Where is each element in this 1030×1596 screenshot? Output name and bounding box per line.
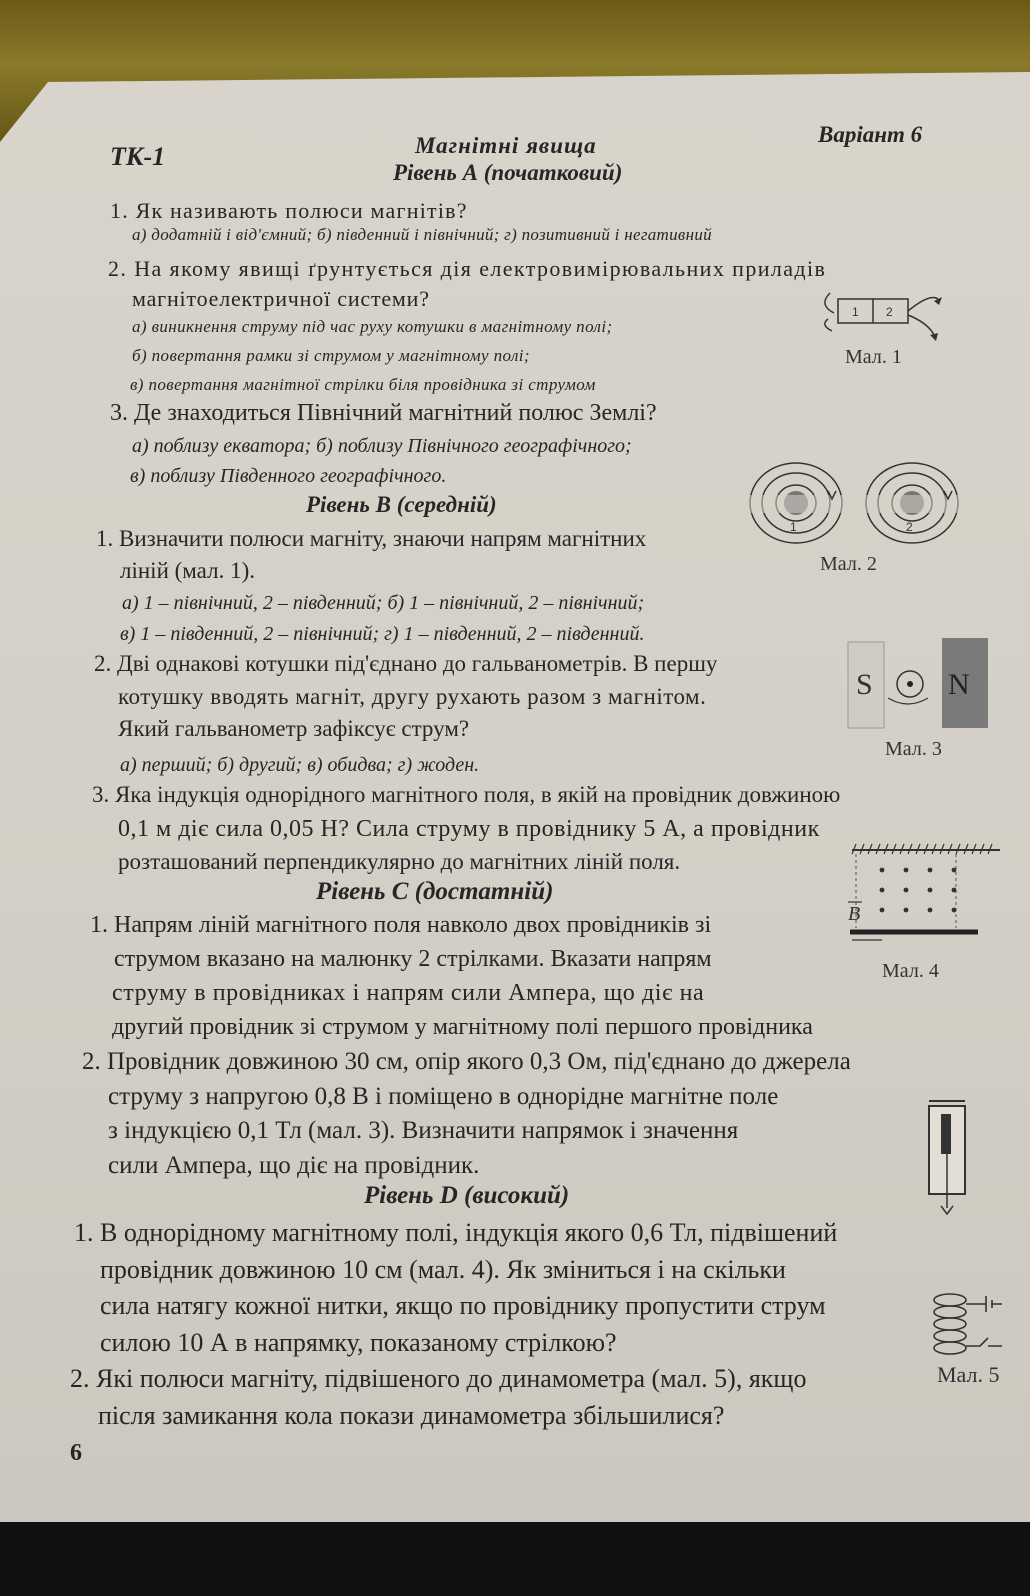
figure-3-label: Мал. 3 [885,738,942,760]
level-c-q2-line3: з індукцією 0,1 Тл (мал. 3). Визначити напрямок і значення [108,1117,739,1144]
level-a-q2-line2: магнітоелектричної системи? [132,286,430,311]
figure-2-mark-1: 1 [790,520,797,534]
level-b-q1-line1: 1. Визначити полюси магніту, знаючи напрям магнітних [96,526,647,551]
level-c-q2-line4: сили Ампера, що діє на провідник. [108,1152,480,1179]
figure-5-dynamometer [925,1098,975,1218]
level-b-q2-options: а) перший; б) другий; в) обидва; г) жоден. [120,754,480,776]
figure-4-hanging-conductor-diagram [848,840,1002,960]
figure-2-conductors-diagram [740,455,980,550]
level-b-title: Рівень В (середній) [306,492,497,517]
figure-1-magnet-diagram [808,285,958,345]
level-b-q1-options-cd: в) 1 – південний, 2 – північний; г) 1 – південний, 2 – південний. [120,623,645,645]
level-b-q2-line3: Який гальванометр зафіксує струм? [118,716,470,741]
level-c-q1-line1: 1. Напрям ліній магнітного поля навколо двох провідників зі [90,912,712,938]
level-d-q1-line2: провідник довжиною 10 см (мал. 4). Як зміниться і на скільки [100,1255,786,1284]
level-a-q3-option-c: в) поблизу Південного географічного. [130,465,447,487]
level-b-q2-line1: 2. Дві однакові котушки під'єднано до гальванометрів. В першу [94,651,718,676]
figure-4-field-symbol: B [848,903,861,925]
level-a-title: Рівень А (початковий) [393,160,623,185]
level-d-q2-line1: 2. Які полюси магніту, підвішеного до динамометра (мал. 5), якщо [70,1364,807,1393]
level-d-title: Рівень D (високий) [364,1182,570,1209]
figure-5-label: Мал. 5 [937,1362,1000,1387]
level-c-q2-line2: струму з напругою 0,8 В і поміщено в однорідне магнітне поле [108,1083,779,1110]
level-c-q1-line4: другий провідник зі струмом у магнітному полі першого провідника [112,1014,813,1040]
level-b-q1-options-ab: а) 1 – північний, 2 – південний; б) 1 – північний, 2 – північний; [122,592,645,614]
level-b-q3-line1: 3. Яка індукція однорідного магнітного поля, в якій на провідник довжиною [92,782,841,807]
level-b-q3-line2: 0,1 м діє сила 0,05 Н? Сила струму в провіднику 5 А, а провідник [118,816,820,842]
page-number: 6 [70,1440,82,1466]
level-c-q1-line3: струму в провідниках і напрям сили Ампера, що діє на [112,980,705,1006]
figure-1-mark-2: 2 [886,305,893,319]
figure-3-magnet-poles-diagram [848,638,988,738]
variant-label: Варіант 6 [818,122,923,147]
level-c-q1-line2: струмом вказано на малюнку 2 стрілками. Вказати напрям [114,946,712,972]
level-a-q1: 1. Як називають полюси магнітів? [110,198,468,223]
figure-2-label: Мал. 2 [820,553,877,575]
level-b-q3-line3: розташований перпендикулярно до магнітних ліній поля. [118,849,681,874]
level-b-q1-line2: ліній (мал. 1). [120,558,255,583]
level-d-q1-line4: силою 10 А в напрямку, показаному стрілкою? [100,1328,617,1357]
figure-3-pole-s: S [856,668,873,701]
level-a-q2-option-b: б) повертання рамки зі струмом у магнітному полі; [132,346,530,365]
level-c-title: Рівень С (достатній) [316,878,554,905]
level-d-q1-line1: 1. В однорідному магнітному полі, індукція якого 0,6 Тл, підвішений [74,1218,838,1247]
bottom-shadow [0,1522,1030,1596]
figure-1-mark-1: 1 [852,305,859,319]
figure-4-label: Мал. 4 [882,960,939,982]
figure-2-mark-2: 2 [906,520,913,534]
level-d-q1-line3: сила натягу кожної нитки, якщо по провіднику пропустити струм [100,1291,826,1320]
level-a-q2-option-a: а) виникнення струму під час руху котушки в магнітному полі; [132,317,613,336]
figure-5-coil-diagram [928,1290,1008,1370]
level-c-q2-line1: 2. Провідник довжиною 30 см, опір якого 0,3 Ом, під'єднано до джерела [82,1048,851,1075]
level-d-q2-line2: після замикання кола покази динамометра збільшилися? [98,1401,725,1430]
level-a-q2-line1: 2. На якому явищі ґрунтується дія електровимірювальних приладів [108,256,827,281]
test-code: ТК-1 [110,142,166,171]
figure-1-label: Мал. 1 [845,346,902,368]
level-a-q1-options: а) додатній і від'ємний; б) південний і північний; г) позитивний і негативний [132,225,712,244]
level-b-q2-line2: котушку вводять магніт, другу рухають разом з магнітом. [118,684,707,709]
level-a-q3: 3. Де знаходиться Північний магнітний полюс Землі? [110,400,657,426]
figure-3-pole-n: N [948,668,970,701]
level-a-q2-option-c: в) повертання магнітної стрілки біля провідника зі струмом [130,375,596,394]
topic-title: Магнітні явища [415,133,597,158]
level-a-q3-options-ab: а) поблизу екватора; б) поблизу Північного географічного; [132,435,632,457]
